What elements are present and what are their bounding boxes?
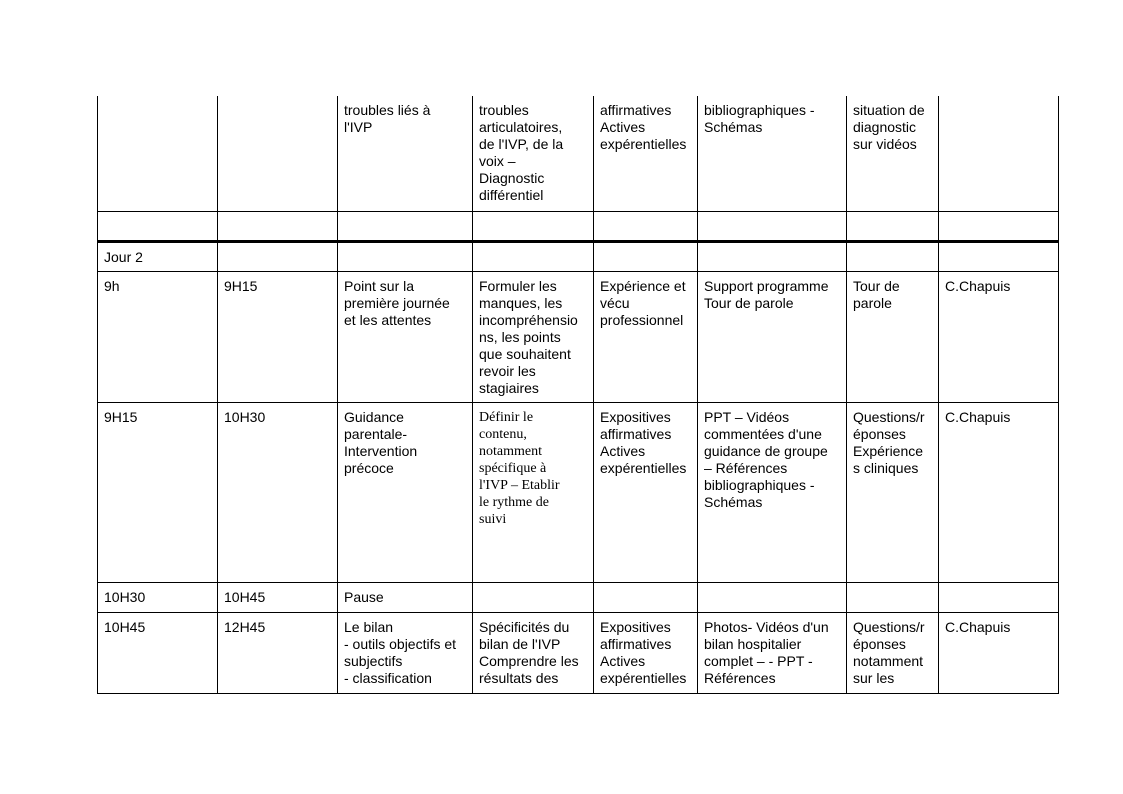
table-cell: [473, 241, 594, 271]
table-cell: Spécificités du bilan de l'IVP Comprendre les résultats des: [473, 612, 594, 693]
table-cell: [847, 211, 939, 241]
table-cell: Expositives affirmatives Actives expérentielles: [594, 402, 698, 582]
table-cell: Formuler les manques, les incompréhensio ns, les points que souhaitent revoir les stagiaires: [473, 271, 594, 402]
table-cell: [939, 211, 1059, 241]
table-cell: [218, 96, 338, 211]
table-cell: Photos- Vidéos d'un bilan hospitalier complet – - PPT - Références: [698, 612, 847, 693]
table-cell: Tour de parole: [847, 271, 939, 402]
table-cell: [939, 241, 1059, 271]
table-cell: troubles liés à l'IVP: [338, 96, 473, 211]
table-cell: [594, 211, 698, 241]
table-cell: Pause: [338, 582, 473, 612]
table-row: [98, 96, 1059, 211]
table-cell: [218, 241, 338, 271]
table-cell: 10H45: [218, 582, 338, 612]
table-cell: 12H45: [218, 612, 338, 693]
table-cell: C.Chapuis: [939, 402, 1059, 582]
table-cell: Expositives affirmatives Actives expérentielles: [594, 612, 698, 693]
table-cell: 9H15: [218, 271, 338, 402]
table-cell: 9h: [98, 271, 218, 402]
table-cell: 10H45: [98, 612, 218, 693]
table-cell: bibliographiques - Schémas: [698, 96, 847, 211]
table-cell: [594, 241, 698, 271]
table-cell: [698, 211, 847, 241]
table-cell: [98, 211, 218, 241]
table-cell: [218, 211, 338, 241]
table-cell: [473, 211, 594, 241]
table-cell: Questions/r éponses Expérience s cliniques: [847, 402, 939, 582]
table-cell: 10H30: [98, 582, 218, 612]
table-cell: [939, 96, 1059, 211]
table-cell: troubles articulatoires, de l'IVP, de la voix – Diagnostic différentiel: [473, 96, 594, 211]
table-cell: [939, 582, 1059, 612]
table-cell: [698, 241, 847, 271]
table-row: [98, 211, 1059, 241]
table-cell: Guidance parentale- Intervention précoce: [338, 402, 473, 582]
table-cell: C.Chapuis: [939, 612, 1059, 693]
table-cell: C.Chapuis: [939, 271, 1059, 402]
table-cell: [847, 241, 939, 271]
table-cell: [847, 582, 939, 612]
table-cell: situation de diagnostic sur vidéos: [847, 96, 939, 211]
table-cell: Définir le contenu, notamment spécifique à l'IVP – Etablir le rythme de suivi: [473, 402, 594, 582]
table-cell: [338, 211, 473, 241]
table-cell: affirmatives Actives expérentielles: [594, 96, 698, 211]
table-cell: Support programme Tour de parole: [698, 271, 847, 402]
table-cell: 9H15: [98, 402, 218, 582]
table-cell: Questions/r éponses notamment sur les: [847, 612, 939, 693]
table-cell: Expérience et vécu professionnel: [594, 271, 698, 402]
table-row: [98, 271, 1059, 402]
schedule-table: [97, 96, 1059, 694]
table-row: [98, 402, 1059, 582]
table-cell: Le bilan - outils objectifs et subjectifs - classification: [338, 612, 473, 693]
table-cell: [594, 582, 698, 612]
table-row: [98, 582, 1059, 612]
table-cell: [698, 582, 847, 612]
day-label: Jour 2: [98, 241, 218, 271]
table-cell: Point sur la première journée et les attentes: [338, 271, 473, 402]
table-cell: [98, 96, 218, 211]
table-cell: 10H30: [218, 402, 338, 582]
table-row: [98, 241, 1059, 271]
table-cell: PPT – Vidéos commentées d'une guidance de groupe – Références bibliographiques - Schémas: [698, 402, 847, 582]
table-cell: [473, 582, 594, 612]
table-cell: [338, 241, 473, 271]
table-row: [98, 612, 1059, 693]
